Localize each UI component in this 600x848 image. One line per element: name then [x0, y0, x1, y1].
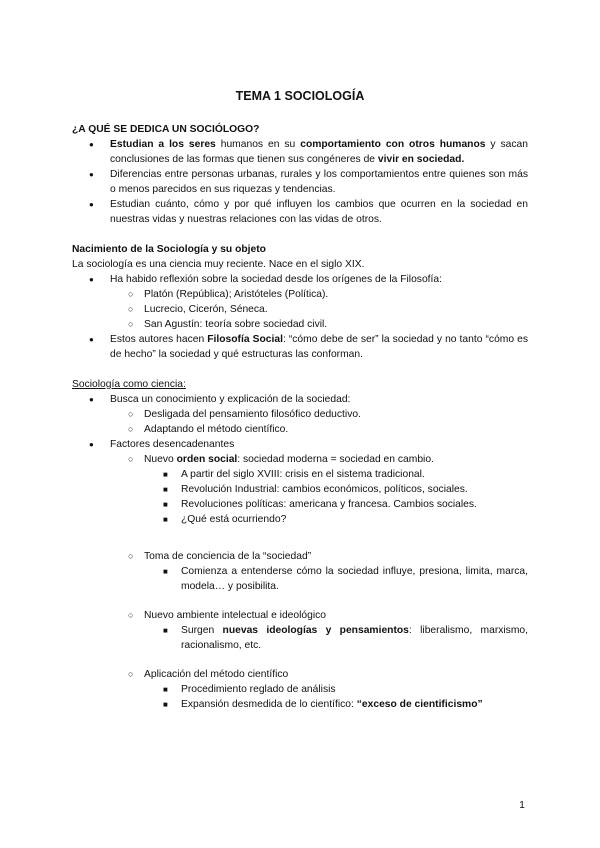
list-item: ■ Comienza a entenderse cómo la sociedad influye, presiona, limita, marca, modela… y posibilita.	[72, 564, 528, 594]
bullet-list	[72, 137, 528, 227]
page-title: TEMA 1 SOCIOLOGÍA	[235, 89, 365, 103]
factor-ambiente: ○ Nuevo ambiente intelectual e ideológico ■ Surgen nuevas ideologías y pensamientos: liberalismo, marxismo, racionalismo, etc.	[72, 608, 528, 653]
sub-list	[72, 407, 528, 437]
sub-sub-list	[72, 564, 528, 594]
list-item: ● Ha habido reflexión sobre la sociedad desde los orígenes de la Filosofía: ○ Platón (República); Aristóteles (Política). ○ Lucrecio, Cicerón, Séneca. ○ San Agustín: teoría sobre sociedad civil.	[72, 272, 528, 332]
page-number: 1	[519, 799, 525, 811]
factors-list	[72, 452, 528, 712]
list-item: ■ Revolución Industrial: cambios económicos, políticos, sociales.	[72, 482, 528, 497]
list-item: ● Estos autores hacen Filosofía Social: “cómo debe de ser” la sociedad y no tanto “cómo es de hecho” la sociedad y qué estructuras las conforman.	[72, 332, 528, 362]
list-item: ● Busca un conocimiento y explicación de la sociedad: ○ Desligada del pensamiento filosófico deductivo. ○ Adaptando el método científico.	[72, 392, 528, 437]
bold-text: vivir en sociedad.	[377, 154, 465, 165]
section-heading-nacimiento: Nacimiento de la Sociología y su objeto	[72, 244, 266, 255]
list-item: ● Estudian cuánto, cómo y por qué influyen los cambios que ocurren en la sociedad en nuestras vidas y nuestras relaciones con las vidas de otros.	[72, 197, 528, 227]
bold-text: orden social	[176, 454, 238, 465]
list-item: ■ Expansión desmedida de lo científico: “exceso de cientificismo”	[72, 697, 528, 712]
sub-sub-list	[72, 682, 528, 712]
paragraph: La sociología es una ciencia muy reciente. Nace en el siglo XIX.	[72, 259, 365, 270]
list-item: ○ Desligada del pensamiento filosófico deductivo.	[72, 407, 528, 422]
bold-text: “exceso de cientificismo”	[356, 699, 483, 710]
sub-sub-list	[72, 467, 528, 527]
list-item: ○ Lucrecio, Cicerón, Séneca.	[72, 302, 528, 317]
bullet-list	[72, 392, 528, 712]
document-body	[72, 122, 528, 712]
factor-metodo: ○ Aplicación del método científico ■ Procedimiento reglado de análisis ■ Expansión desmedida de lo científico: “exceso de cientificismo”	[72, 667, 528, 712]
list-item: ● Diferencias entre personas urbanas, rurales y los comportamientos entre quienes son más o menos parecidos en sus riquezas y tendencias.	[72, 167, 528, 197]
bold-text: Estudian a los seres	[110, 139, 216, 150]
list-item: ○ Platón (República); Aristóteles (Política).	[72, 287, 528, 302]
bullet-list	[72, 272, 528, 362]
factor-conciencia: ○ Toma de conciencia de la “sociedad” ■ Comienza a entenderse cómo la sociedad influye, presiona, limita, marca, modela… y posibilita.	[72, 549, 528, 594]
list-item: ■ Revoluciones políticas: americana y francesa. Cambios sociales.	[72, 497, 528, 512]
section-heading-sociologo: ¿A QUÉ SE DEDICA UN SOCIÓLOGO?	[72, 124, 260, 135]
list-item: ■ Surgen nuevas ideologías y pensamientos: liberalismo, marxismo, racionalismo, etc.	[72, 623, 528, 653]
sub-list	[72, 287, 528, 332]
list-item: ○ San Agustín: teoría sobre sociedad civil.	[72, 317, 528, 332]
bold-text: Filosofía Social	[207, 334, 283, 345]
list-item: ● Estudian a los seres humanos en su comportamiento con otros humanos y sacan conclusiones de las formas que tienen sus congéneres de vivir en sociedad.	[72, 137, 528, 167]
bold-text: comportamiento con otros humanos	[300, 139, 486, 150]
bold-text: nuevas ideologías y pensamientos	[222, 625, 409, 636]
list-item: ■ Procedimiento reglado de análisis	[72, 682, 528, 697]
list-item: ■ A partir del siglo XVIII: crisis en el sistema tradicional.	[72, 467, 528, 482]
list-item: ● Factores desencadenantes ○ Nuevo orden social: sociedad moderna = sociedad en cambio. ■ A partir del siglo XVIII: crisis en el sistema tradicional. ■ Revolución Industrial: cambios económicos, políticos, sociales. ■ Revoluciones políticas: americana y francesa. Cambios sociales. ■ ¿Qué está ocurriendo? ○ Toma de conciencia de la “sociedad” ■ Comienza a entenderse cómo la sociedad influye, presiona, limita, marca, modela… y posibilita. ○ Nuevo ambiente intelectual e ideológico ■ Surgen nuevas ideologías y pensamientos: liberalismo, marxismo, racionalismo, etc. ○ Aplicación del método científico ■ Procedimiento reglado de análisis ■ Expansión desmedida de lo científico: “exceso de cientificismo”	[72, 437, 528, 712]
list-item: ○ Adaptando el método científico.	[72, 422, 528, 437]
factor-orden-social: ○ Nuevo orden social: sociedad moderna = sociedad en cambio. ■ A partir del siglo XVIII: crisis en el sistema tradicional. ■ Revolución Industrial: cambios económicos, políticos, sociales. ■ Revoluciones políticas: americana y francesa. Cambios sociales. ■ ¿Qué está ocurriendo?	[72, 452, 528, 527]
sub-sub-list	[72, 623, 528, 653]
section-heading-ciencia: Sociología como ciencia:	[72, 379, 186, 390]
list-item: ■ ¿Qué está ocurriendo?	[72, 512, 528, 527]
